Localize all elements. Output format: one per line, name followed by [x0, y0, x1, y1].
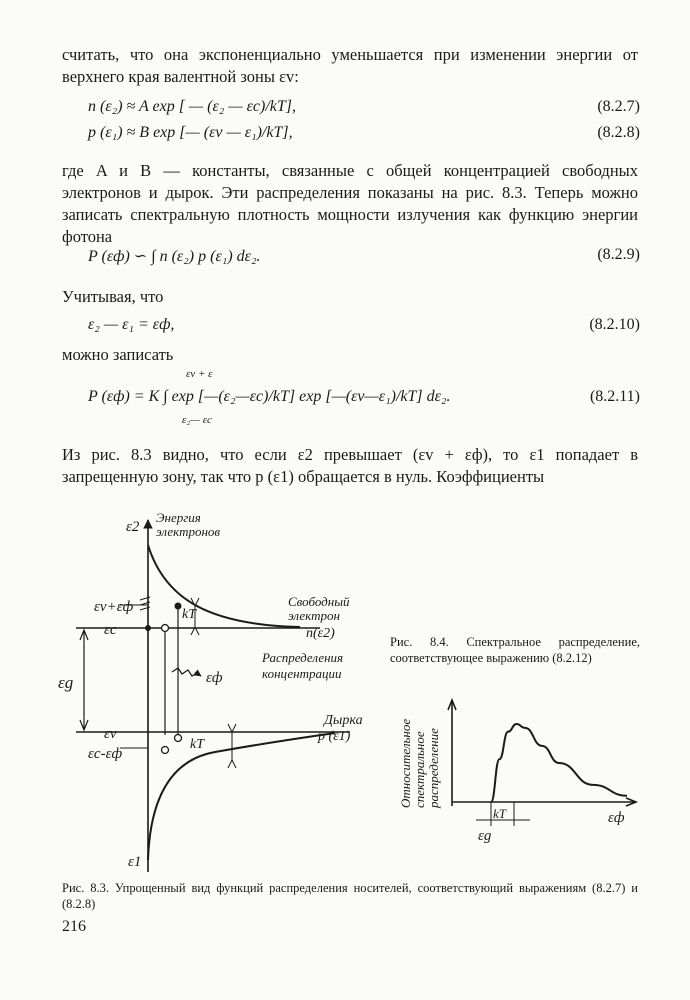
label-distribution: Распределения	[262, 650, 344, 665]
label-free: Свободный	[288, 594, 350, 609]
equation-body: P (εф) = K ∫ exp [—(ε₂—εc)/kT] exp [—(εv—ε₁)/kT] dε₂.	[88, 388, 451, 405]
chart-ylabel-3: распределение	[426, 728, 441, 808]
label-ec-ef: εc-εф	[88, 746, 123, 762]
label-ec: εc	[104, 622, 117, 638]
label-eg: εg	[58, 673, 74, 692]
equation-body: p (ε₁) ≈ B exp [— (εv — ε₁)/kT],	[88, 124, 293, 141]
figure-8-3-caption: Рис. 8.3. Упрощенный вид функций распределения носителей, соответствующий выражениям (8.2.7) и (8.2.8)	[62, 881, 638, 911]
paragraph-conclusion: Из рис. 8.3 видно, что если ε2 превышает (εv + εф), то ε1 попадает в запрещенную зону, так что p (ε1) обращается в нуль. Коэффициенты	[62, 445, 638, 486]
paragraph-can-write: можно записать	[62, 345, 174, 364]
integral-upper-limit: εv + ε	[186, 368, 213, 380]
paragraph-given: Учитывая, что	[62, 287, 164, 306]
label-hole: Дырка	[324, 713, 363, 728]
equation-body: ε₂ — ε₁ = εф,	[88, 316, 175, 333]
chart-xlabel: εф	[608, 810, 625, 826]
figure-8-4-caption: Рис. 8.4. Спектральное распределение, соответствующее выражению (8.2.12)	[390, 635, 640, 665]
equation-number: (8.2.9)	[597, 246, 640, 263]
label-kt-top: kT	[182, 607, 196, 622]
label-energy: Энергия	[156, 510, 201, 525]
paragraph-intro: считать, что она экспоненциально уменьшается при изменении энергии от верхнего края валентной зоны εv:	[62, 45, 638, 86]
label-ef: εф	[206, 670, 223, 686]
integral-lower-limit: ε₂— εc	[182, 414, 212, 426]
chart-ylabel-1: Относительное	[398, 718, 413, 808]
equation-body: P (εф) ∽ ∫ n (ε₂) p (ε₁) dε₂.	[88, 248, 261, 265]
chart-ylabel-2: спектральное	[412, 731, 427, 808]
label-ev: εv	[104, 726, 117, 742]
equation-number: (8.2.8)	[597, 124, 640, 141]
paragraph-constants: где A и B — константы, связанные с общей концентрацией свободных электронов и дырок. Эти распределения показаны на рис. 8.3. Теперь можно записать спектральную плотность мощности излучения как функцию энергии фотона	[62, 161, 638, 246]
equation-number: (8.2.10)	[589, 316, 640, 333]
page-number: 216	[62, 918, 86, 935]
spectral-curve	[491, 724, 627, 802]
label-concentration: концентрации	[262, 666, 342, 681]
equation-body: n (ε₂) ≈ A exp [ — (ε₂ — εc)/kT],	[88, 98, 296, 115]
label-electrons: электронов	[156, 524, 221, 539]
label-e2: ε2	[126, 519, 140, 535]
chart-kt-label: kT	[493, 806, 506, 821]
equation-number: (8.2.7)	[597, 98, 640, 115]
chart-eg-label: εg	[478, 828, 492, 844]
label-electron: электрон	[288, 608, 340, 623]
label-e1: ε1	[128, 854, 142, 870]
equation-number: (8.2.11)	[589, 388, 640, 405]
label-ev-ef: εv+εф	[94, 599, 134, 615]
label-kt-bottom: kT	[190, 737, 204, 752]
label-p-e1: p (ε1)	[318, 729, 351, 744]
label-n-e2: n(ε2)	[306, 626, 335, 641]
